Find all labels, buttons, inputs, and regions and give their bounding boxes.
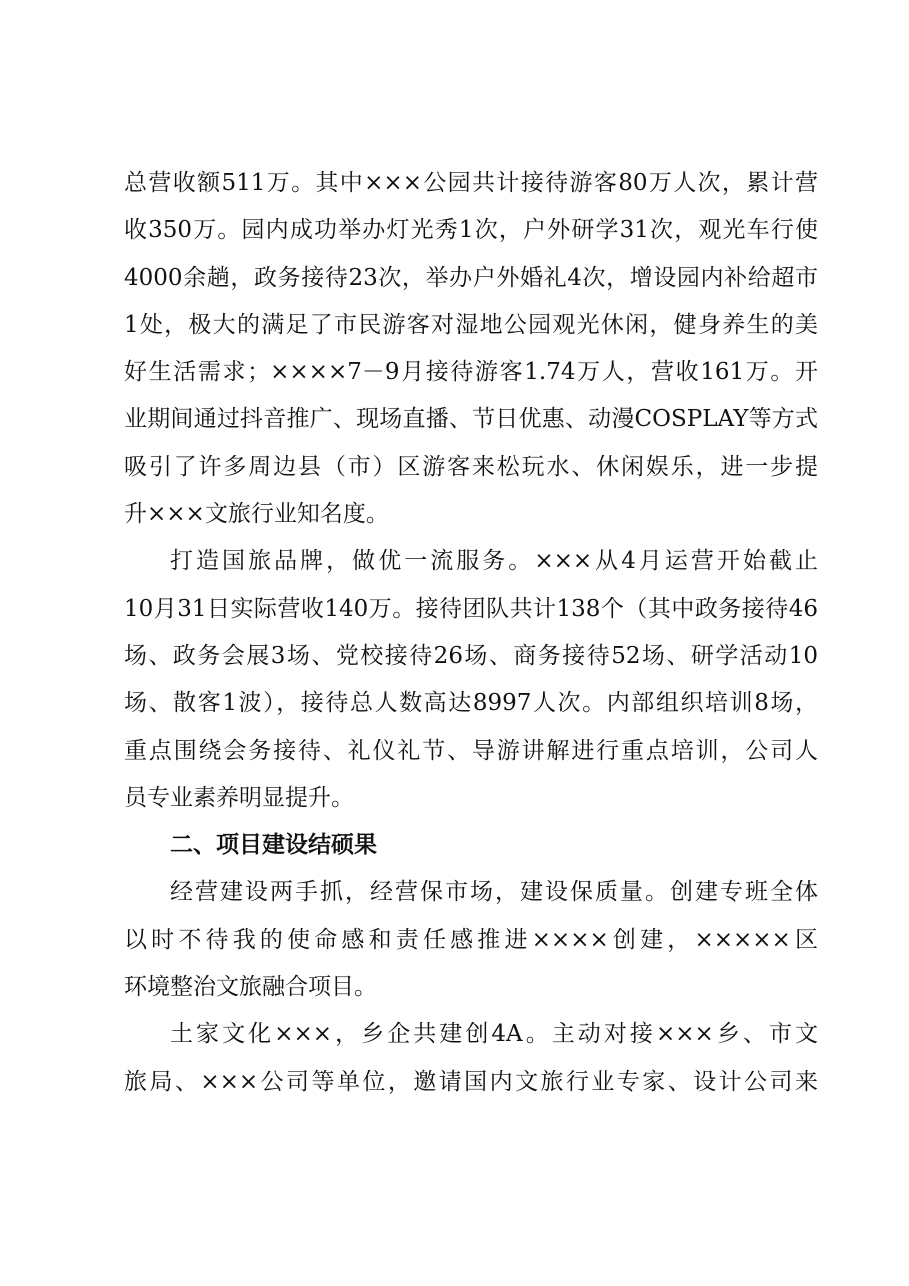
paragraph-line: 10月31日实际营收140万。接待团队共计138个（其中政务接待46 — [124, 595, 818, 622]
paragraph-line: 场、政务会展3场、党校接待26场、商务接待52场、研学活动10 — [124, 642, 818, 669]
paragraph-line: 4000余趟，政务接待23次，举办户外婚礼4次，增设园内补给超市 — [124, 264, 818, 291]
paragraph-line: 收350万。园内成功举办灯光秀1次，户外研学31次，观光车行使 — [124, 217, 818, 244]
paragraph-line: 旅局、×××公司等单位，邀请国内文旅行业专家、设计公司来 — [124, 1068, 818, 1095]
paragraph-line: 员专业素养明显提升。 — [124, 784, 354, 811]
paragraph-line: 总营收额511万。其中×××公园共计接待游客80万人次，累计营 — [124, 170, 818, 196]
paragraph-line: 打造国旅品牌，做优一流服务。×××从4月运营开始截止 — [170, 548, 818, 575]
paragraph-line: 1处，极大的满足了市民游客对湿地公园观光休闲，健身养生的美 — [124, 311, 818, 338]
document-page — [124, 160, 818, 1106]
paragraph-line: 吸引了许多周边县（市）区游客来松玩水、休闲娱乐，进一步提 — [124, 453, 818, 480]
paragraph-line: 重点围绕会务接待、礼仪礼节、导游讲解进行重点培训，公司人 — [124, 737, 818, 764]
paragraph-line: 场、散客1波），接待总人数高达8997人次。内部组织培训8场， — [124, 690, 818, 717]
paragraph-line: 土家文化×××，乡企共建创4A。主动对接×××乡、市文 — [170, 1021, 818, 1048]
paragraph-line: 业期间通过抖音推广、现场直播、节日优惠、动漫COSPLAY等方式 — [124, 406, 818, 433]
paragraph-line: 经营建设两手抓，经营保市场，建设保质量。创建专班全体 — [170, 879, 818, 906]
section-heading: 二、项目建设结硕果 — [170, 832, 377, 859]
paragraph-line: 以时不待我的使命感和责任感推进××××创建，×××××区 — [124, 926, 818, 953]
paragraph-line: 环境整治文旅融合项目。 — [124, 974, 377, 1001]
paragraph-line: 升×××文旅行业知名度。 — [124, 501, 389, 528]
paragraph-line: 好生活需求；××××7－9月接待游客1.74万人，营收161万。开 — [124, 359, 818, 386]
